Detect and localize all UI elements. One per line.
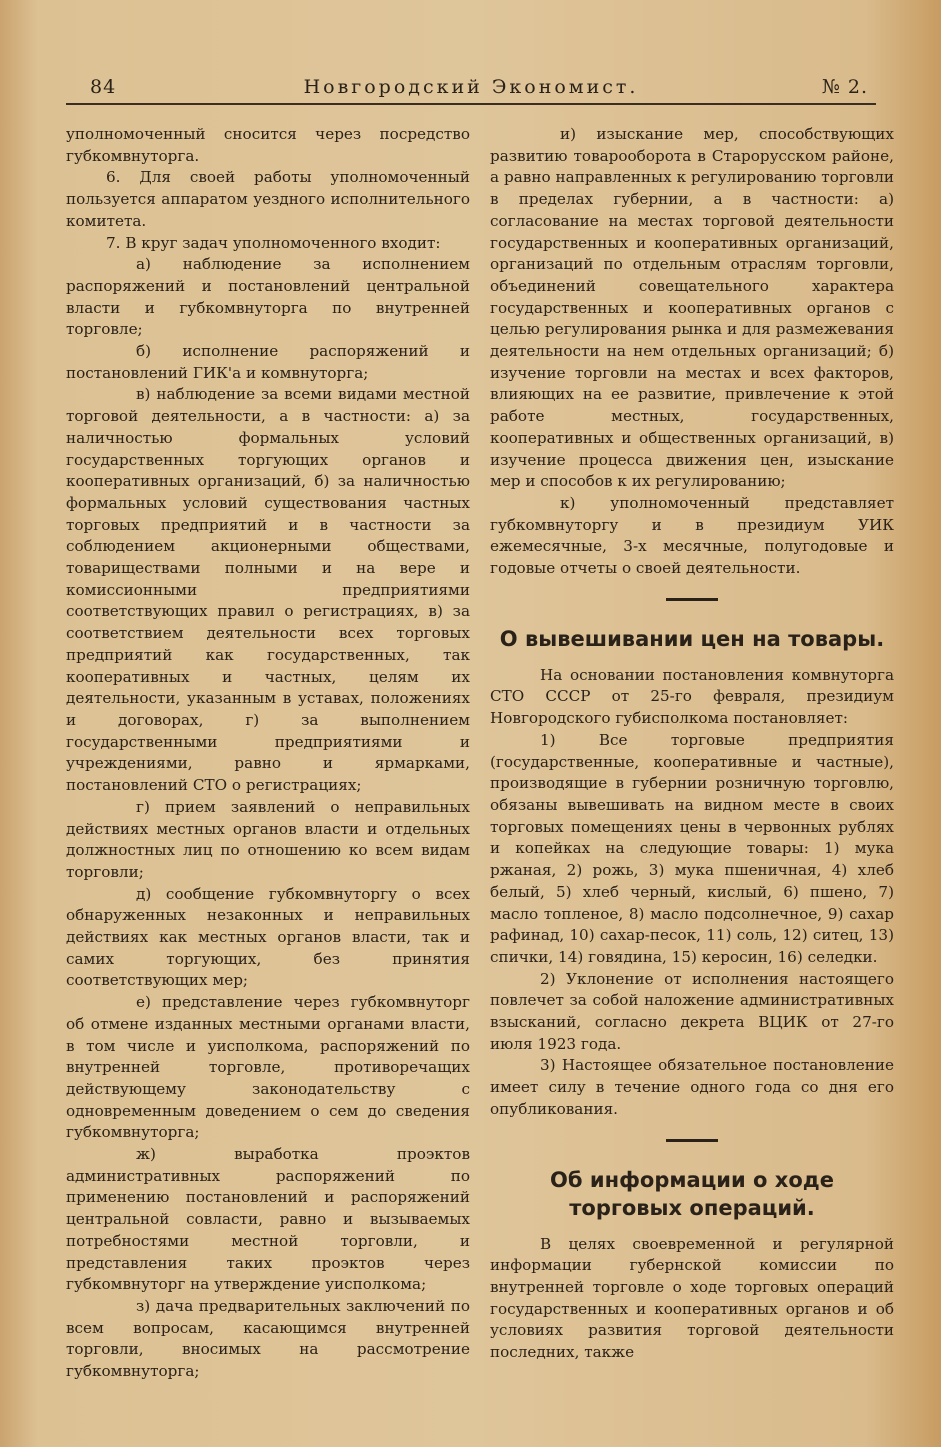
paragraph: уполномоченный сносится через посредство губкомвнуторга. bbox=[66, 125, 470, 165]
list-item: к) уполномоченный представляет губкомвнуторгу и в президиум УИК ежемесячные, 3-х месячные, полугодовые и годовые отчеты о своей деятельности. bbox=[490, 493, 894, 578]
right-column bbox=[490, 124, 894, 1364]
issue-number: № 2. bbox=[821, 76, 868, 98]
section-divider bbox=[666, 1139, 718, 1142]
section-heading: Об информации о ходе торговых операций. bbox=[550, 1167, 834, 1220]
section-heading: О вывешивании цен на товары. bbox=[499, 626, 885, 651]
list-item: ж) выработка проэктов административных распоряжений по применению постановлений и распоряжений центральной совласти, равно и вызываемых потребностями местной торговли, и представления таких проэктов через губкомвнуторг на утверждение уисполкома; bbox=[66, 1145, 470, 1294]
list-item: е) представление через губкомвнуторг об отмене изданных местными органами власти, в том числе и уисполкома, распоряжений по внутренней торговле, противоречащих действующему законодательству с одновременным доведением о сем до сведения губкомвнуторга; bbox=[66, 993, 470, 1142]
paragraph: На основании постановления комвнуторга СТО СССР от 25-го февраля, президиум Новгородского губисполкома постановляет: bbox=[490, 665, 894, 728]
list-item: б) исполнение распоряжений и постановлений ГИК'а и комвнуторга; bbox=[66, 342, 470, 382]
page-number: 84 bbox=[90, 76, 117, 98]
header-rule bbox=[66, 103, 876, 105]
journal-title: Новгородский Экономист. bbox=[303, 76, 639, 98]
list-item: в) наблюдение за всеми видами местной торговой деятельности, а в частности: а) за наличностью формальных условий государственных торгующих органов и кооперативных организаций, б) за наличностью формальных условий существования частных торговых предприятий и в частности за соблюдением акционерными обществами, товариществами полными и на вере и комиссионными предприятиями соответствующих правил о регистрациях, в) за соответствием деятельности всех торговых предприятий как государственных, так кооперативных и частных, целям их деятельности, указанным в уставах, положениях и договорах, г) за выполнением государственными предприятиями и учреждениями, равно и ярмарками, постановлений СТО о регистрациях; bbox=[66, 385, 470, 795]
list-item: и) изыскание мер, способствующих развитию товарооборота в Старорусском районе, а равно направленных к регулированию торговли в пределах губернии, а в частности: а) согласование на местах торговой деятельности государственных и кооперативных организаций, организаций по отдельным отраслям торговли, объединений совещательного характера государственных и кооперативных органов с целью регулирования рынка и для размежевания деятельности на нем отдельных организаций; б) изучение торговли на местах и всех факторов, влияющих на ее развитие, привлечение к этой работе местных, государственных, кооперативных и общественных организаций, в) изучение процесса движения цен, изыскание мер и способов к их регулированию; bbox=[490, 125, 894, 491]
paragraph: 1) Все торговые предприятия (государственные, кооперативные и частные), производящие в губернии розничную торговлю, обязаны вывешивать на видном месте в своих торговых помещениях цены в червонных рублях и копейках на следующие товары: 1) мука ржаная, 2) рожь, 3) мука пшеничная, 4) хлеб белый, 5) хлеб черный, кислый, 6) пшено, 7) масло топленое, 8) масло подсолнечное, 9) сахар рафинад, 10) сахар-песок, 11) соль, 12) ситец, 13) спички, 14) говядина, 15) керосин, 16) селедки. bbox=[490, 730, 894, 966]
left-column bbox=[66, 124, 470, 1383]
page-header bbox=[66, 76, 876, 102]
list-item: г) прием заявлений о неправильных действиях местных органов власти и отдельных должностных лиц по отношению ко всем видам торговли; bbox=[66, 797, 470, 881]
paragraph: 2) Уклонение от исполнения настоящего повлечет за собой наложение административных взысканий, согласно декрета ВЦИК от 27-го июля 1923 года. bbox=[490, 969, 894, 1053]
section-divider bbox=[666, 598, 718, 601]
paragraph: 7. В круг задач уполномоченного входит: bbox=[106, 233, 441, 252]
list-item: з) дача предварительных заключений по всем вопросам, касающимся внутренней торговли, вносимых на рассмотрение губкомвнуторга; bbox=[66, 1296, 470, 1381]
paragraph: В целях своевременной и регулярной информации губернской комиссии по внутренней торговле о ходе торговых операций государственных и кооперативных органов и об условиях развития торговой деятельности последних, также bbox=[490, 1234, 894, 1362]
paragraph: 3) Настоящее обязательное постановление имеет силу в течение одного года со дня его опубликования. bbox=[490, 1056, 894, 1118]
list-item: д) сообщение губкомвнуторгу о всех обнаруженных незаконных и неправильных действиях как местных органов власти, так и самих торгующих, без принятия соответствующих мер; bbox=[66, 884, 470, 990]
paragraph: 6. Для своей работы уполномоченный пользуется аппаратом уездного исполнительного комитета. bbox=[66, 168, 470, 230]
list-item: а) наблюдение за исполнением распоряжений и постановлений центральной власти и губкомвнуторга по внутренней торговле; bbox=[66, 255, 470, 339]
